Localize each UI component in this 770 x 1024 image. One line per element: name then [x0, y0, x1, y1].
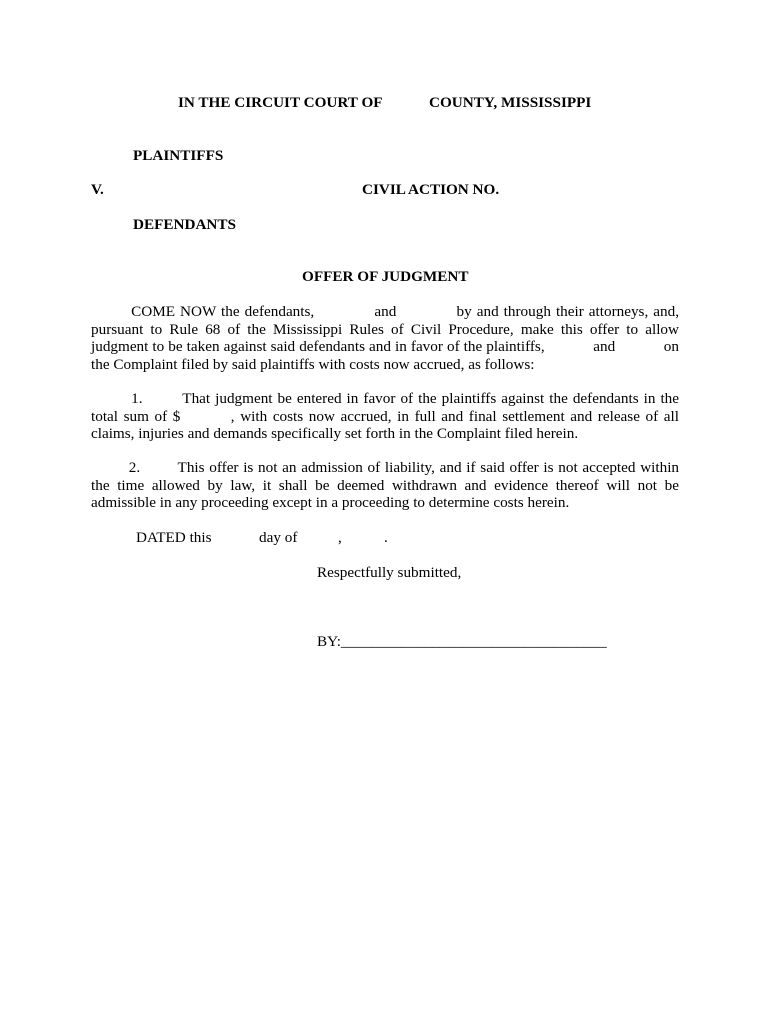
closing-text: Respectfully submitted,: [317, 564, 462, 581]
item-2-paragraph: [91, 459, 679, 512]
dated-day-of: day of: [259, 529, 298, 546]
versus-label: V.: [91, 181, 104, 198]
item-1-line: claims, injuries and demands specifically set forth in the Complaint filed herein.: [91, 425, 579, 442]
intro-line: judgment to be taken against said defendants and in favor of the plaintiffs, and on: [91, 338, 679, 355]
signature-line: BY:___________________________________: [317, 633, 607, 650]
court-heading-suffix: COUNTY, MISSISSIPPI: [429, 94, 592, 111]
item-1-paragraph: [91, 390, 679, 443]
item-1-line: total sum of $ , with costs now accrued, in full and final settlement and release of all: [91, 407, 679, 425]
dated-comma: ,: [338, 529, 342, 546]
defendants-label: DEFENDANTS: [133, 216, 236, 233]
item-2-line: admissible in any proceeding except in a proceeding to determine costs herein.: [91, 494, 570, 511]
intro-line: COME NOW the defendants, and by and through their attorneys, and,: [91, 303, 680, 320]
court-heading-prefix: IN THE CIRCUIT COURT OF: [178, 94, 383, 111]
plaintiffs-label: PLAINTIFFS: [133, 147, 224, 164]
item-1-line: 1. That judgment be entered in favor of the plaintiffs against the defendants in the: [91, 390, 680, 407]
item-2-line: the time allowed by law, it shall be deemed withdrawn and evidence thereof will not be: [91, 476, 679, 494]
dated-prefix: DATED this: [136, 529, 212, 546]
item-2-line: 2. This offer is not an admission of liability, and if said offer is not accepted within: [91, 459, 680, 476]
dated-period: .: [384, 529, 388, 546]
intro-paragraph: [91, 303, 679, 373]
intro-line: the Complaint filed by said plaintiffs with costs now accrued, as follows:: [91, 355, 535, 373]
intro-line: pursuant to Rule 68 of the Mississippi Rules of Civil Procedure, make this offer to allow: [91, 320, 679, 338]
document-title: OFFER OF JUDGMENT: [302, 268, 469, 285]
civil-action-label: CIVIL ACTION NO.: [362, 181, 500, 198]
